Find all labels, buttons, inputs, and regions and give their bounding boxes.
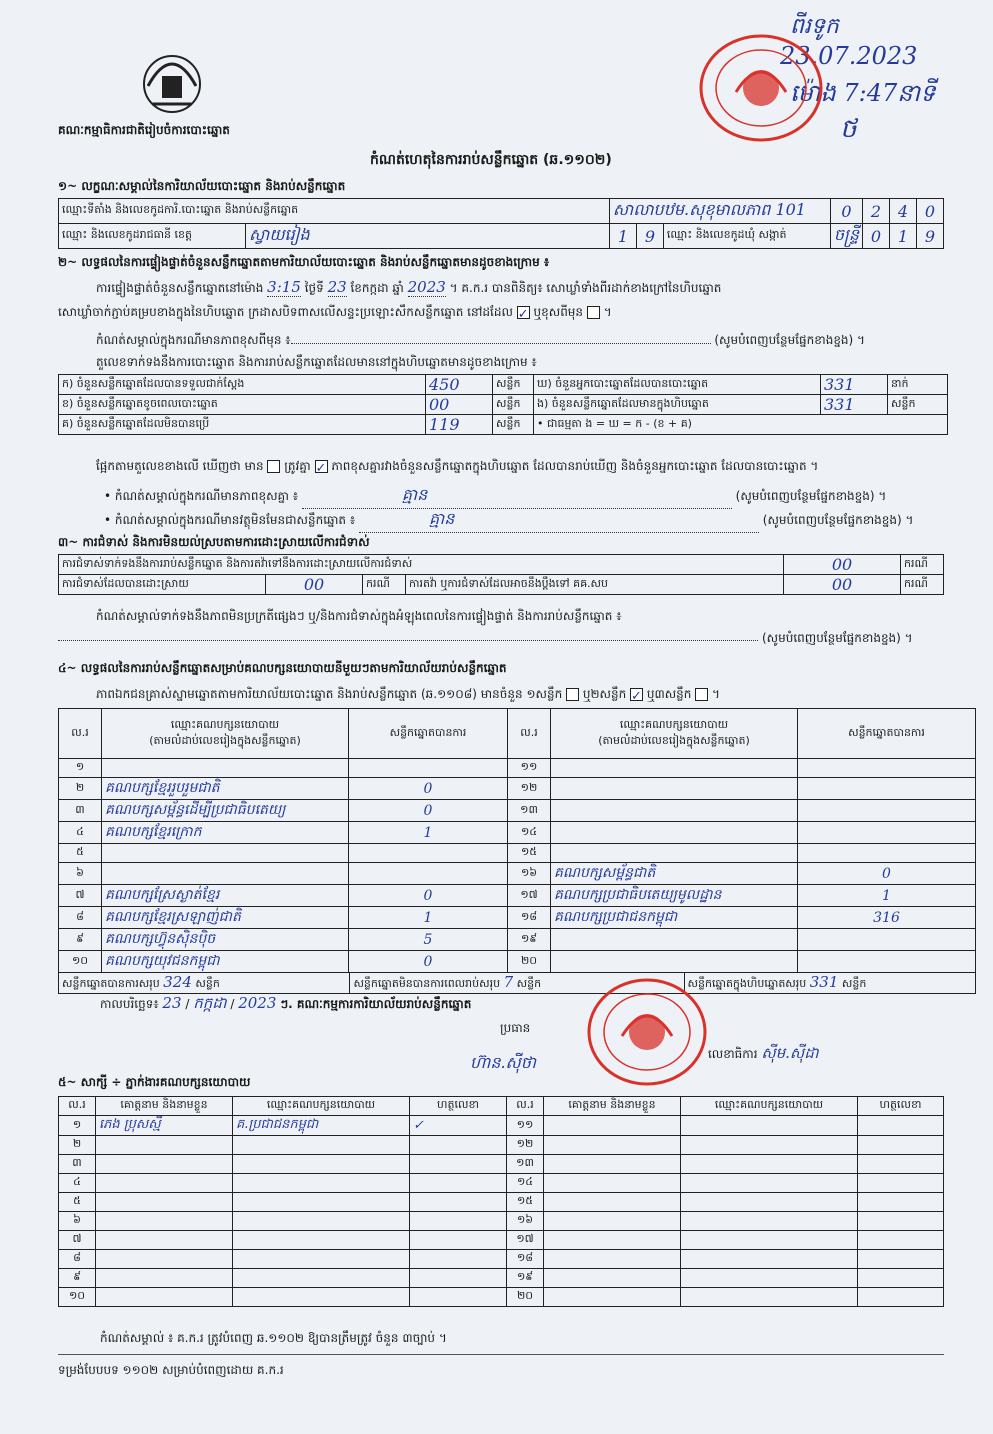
table-row [59,759,976,778]
witness-name [96,1174,233,1193]
ballot-row: ក) ចំនួនសន្លឹកឆ្នោតដែលបានទទួលជាក់ស្តែង 450 សន្លឹក ឃ) ចំនួនអ្នកបោះឆ្នោតដែលបានបោះឆ្នោត 331 នាក់ [59,375,948,395]
witness-name [544,1136,681,1155]
witness-party [681,1155,858,1174]
witness-name [96,1231,233,1250]
witness-party [233,1174,410,1193]
party-name: គណបក្សហ៊្វុនស៊ិនប៉ិច [102,929,349,951]
witness-signature [858,1136,944,1155]
witness-name: ភេង ប្រុសស្មី [96,1116,233,1136]
province-code-digit: 1 [609,224,636,249]
witness-party [233,1231,410,1250]
witness-signature [410,1250,507,1269]
witness-number: ៧ [59,1231,96,1250]
witness-party [233,1136,410,1155]
nec-emblem-logo [132,46,212,116]
province-value: ស្វាយរៀង [246,224,610,249]
witness-party [233,1288,410,1307]
witness-signature [410,1193,507,1212]
chair-label: ប្រធាន [500,1021,531,1035]
party-name: គណបក្សខ្មែរក្រោក [102,822,349,844]
table-row [59,929,976,951]
section5-heading: ៥~ សាក្សី ÷ ភ្នាក់ងារគណបក្សនយោបាយ [58,1075,251,1089]
witness-signature [410,1288,507,1307]
witness-number: ១៧ [507,1231,544,1250]
party-votes [798,800,976,822]
party-name [102,863,349,885]
party-number: ១ [59,759,102,778]
witness-party [233,1212,410,1231]
table-row [59,1250,944,1269]
table-row [59,1136,944,1155]
table-row [59,1155,944,1174]
witness-signature [858,1174,944,1193]
party-votes: 0 [349,885,508,907]
witness-party [681,1231,858,1250]
party-number: ៥ [59,844,102,863]
witness-name [544,1269,681,1288]
box-ballots: 331 [821,395,888,415]
witness-number: ៤ [59,1174,96,1193]
mismatch-checkbox[interactable]: ✓ [315,461,327,476]
table-row [59,863,976,885]
party-name: គណបក្សសម្ព័ន្ធជាតិ [551,863,798,885]
party-number: ៨ [59,907,102,929]
party-name: គណបក្សប្រជាធិបតេយ្យមូលដ្ឋាន [551,885,798,907]
witness-number: ២០ [507,1288,544,1307]
witness-name [544,1193,681,1212]
box-total: សន្លឹកឆ្នោតក្នុងហិបឆ្នោតសរុប 331 សន្លឹក [687,973,867,991]
official-seal-stamp-top [696,32,826,144]
party-name: គណបក្សសម្ព័ន្ធដើម្បីប្រជាធិបតេយ្យ [102,800,349,822]
received-ballots: 450 [426,375,493,395]
change-note-line: កំណត់សម្គាល់ក្នុងករណីមានភាពខុសពីមុន ៖ (សូមបំពេញបន្ថែមផ្នែកខាងខ្នង) ។ [96,333,865,347]
table-row [59,778,976,800]
ballot-figures-table [58,374,948,435]
witness-signature [858,1212,944,1231]
witness-signature [858,1116,944,1136]
party-number: ១៨ [508,907,551,929]
party-votes: 316 [798,907,976,929]
fill-back-note: (សូមបំពេញបន្ថែមផ្នែកខាងខ្នង) ។ [762,631,913,645]
section1-table [58,198,944,249]
party-number: ១៤ [508,822,551,844]
witness-signature [410,1155,507,1174]
table-row [59,907,976,929]
witness-name [96,1288,233,1307]
witness-number: ៥ [59,1193,96,1212]
verification-line-2: សោឃ្លាំចាក់ភ្ជាប់គម្របខាងក្នុងនៃហិបឆ្នោត ក្រដាសបិទពាសលើសន្ទះប្រឡោះសឹកសន្លឹកឆ្នោត នៅដដែល ✓ ឬខុសពីមុន ។ [58,305,612,322]
complaints-count: 00 [784,555,901,575]
location-value: សាលាបឋម.សុខុមាលភាព 101 [609,199,830,224]
party-votes: 0 [349,951,508,973]
party-votes [798,844,976,863]
section1-heading: ១~ លក្ខណៈសម្គាល់នៃការិយាល័យបោះឆ្នោត និងរាប់សន្លឹកឆ្នោត [58,179,346,193]
party-number: ១០ [59,951,102,973]
tally-sheet-line: ភាពឯកជនគ្រាស់ស្នាមឆ្នោតតាមការិយាល័យបោះឆ្នោត និងរាប់សន្លឹកឆ្នោត (ឆ.១១០៨) មានចំនួន ១សន្លឹក ឬ២សន្លឹក ✓ ឬ៣សន្លឹក ។ [96,687,720,704]
section2-heading: ២~ លទ្ធផលនៃការផ្ទៀងផ្ទាត់ចំនួនសន្លឹកឆ្នោតតាមការិយាល័យបោះឆ្នោត និងរាប់សន្លឹកឆ្នោតមានដូចខាងក្រោម ៖ [58,255,550,269]
org-name: គណៈកម្មាធិការជាតិរៀបចំការបោះឆ្នោត [58,123,230,137]
table-row [59,1231,944,1250]
party-votes: 0 [349,800,508,822]
witness-name [96,1136,233,1155]
party-votes: 1 [798,885,976,907]
commune-code-digit: 9 [917,224,944,249]
table-row [59,800,976,822]
witness-name [96,1155,233,1174]
party-votes [349,844,508,863]
official-seal-stamp-bottom [584,976,710,1088]
witness-number: ៨ [59,1250,96,1269]
party-number: ១៦ [508,863,551,885]
party-number: ១៩ [508,929,551,951]
party-name [102,759,349,778]
copies-note: កំណត់សម្គាល់ ៖ គ.ក.រ ត្រូវបំពេញ ឆ.១១០២ ឱ្យបានត្រឹមត្រូវ ចំនួន ៣ច្បាប់ ។ [100,1331,447,1345]
witness-party [681,1269,858,1288]
party-name [551,844,798,863]
witness-signature [410,1212,507,1231]
party-number: ១៧ [508,885,551,907]
party-number: ១១ [508,759,551,778]
table-row [59,1212,944,1231]
witness-table: ល.រ គោត្តនាម និងនាមខ្លួន ឈ្មោះគណបក្សនយោបាយ ហត្ថលេខា ល.រ គោត្តនាម និងនាមខ្លួន ឈ្មោះគណបក្សនយោបាយ ហត្ថលេខា ១ ភេង ប្រុសស្មី គ.ប្រជាជនកម្ពុជា ✓ ១១ ២ ១២ ៣ ១៣ ៤ ១៤ ៥ ១៥ ៦ ១៦ ៧ ១៧ ៨ ១៨ ៩ ១៩ ១០ ២០ [58,1096,944,1307]
witness-signature [410,1136,507,1155]
witness-name [96,1212,233,1231]
witness-party [681,1212,858,1231]
witness-party [233,1250,410,1269]
witness-number: ១៦ [507,1212,544,1231]
witness-name [544,1174,681,1193]
unused-ballots: 119 [426,415,493,435]
signing-date: កាលបរិច្ឆេទ៖ 23 / កក្កដា / 2023 ៗ. គណៈកម្មការការិយាល័យរាប់សន្លឹកឆ្នោត [100,994,472,1012]
unchanged-checkbox[interactable]: ✓ [517,307,529,322]
witness-signature [858,1250,944,1269]
table-row [59,951,976,973]
witness-name [544,1288,681,1307]
witness-name [544,1116,681,1136]
location-label: ឈ្មោះទីតាំង និងលេខកូដការិ.បោះឆ្នោត និងរាប់សន្លឹកឆ្នោត [59,199,610,224]
changed-checkbox[interactable] [587,306,600,319]
table-row [59,822,976,844]
witness-number: ៣ [59,1155,96,1174]
witness-number: ៦ [59,1212,96,1231]
party-name [551,778,798,800]
commune-value: ចន្ទ្រី [830,224,862,249]
party-number: ១២ [508,778,551,800]
party-votes [349,863,508,885]
witness-name [544,1231,681,1250]
party-votes [798,951,976,973]
witness-name [96,1269,233,1288]
witness-party [233,1155,410,1174]
consistency-line: ផ្អែកតាមតួលេខខាងលើ ឃើញថា មាន ត្រូវគ្នា ✓ ភាពខុសគ្នារវាងចំនួនសន្លឹកឆ្នោតក្នុងហិបឆ្នោត ដែលបានរាប់ឃើញ និងចំនួនអ្នកបោះឆ្នោត ដែលបានបោះឆ្នោត ។ [96,459,819,476]
code-digit: 0 [917,199,944,224]
witness-number: ១៥ [507,1193,544,1212]
irregularity-note: កំណត់សម្គាល់ទាក់ទងនឹងភាពមិនប្រក្រតីផ្សេងៗ ឬ/និងការជំទាស់ក្នុងអំឡុងពេលនៃការផ្ទៀងផ្ទាត់ និងការរាប់សន្លឹកឆ្នោត ៖ [96,609,622,623]
secretary-label: លេខាធិការ ស៊ីម.ស៊ីដា [708,1044,819,1062]
party-votes: 1 [349,822,508,844]
witness-name [96,1250,233,1269]
witness-number: ១១ [507,1116,544,1136]
witness-signature [858,1269,944,1288]
witness-name [544,1212,681,1231]
witness-party [233,1193,410,1212]
verification-line-1: ការផ្ទៀងផ្ទាត់ចំនួនសន្លឹកឆ្នោតនៅម៉ោង 3:15 ថ្ងៃទី 23 ខែកក្កដា ឆ្នាំ 2023 ។ គ.ក.រ បានពិនិត្យ៖ សោឃ្លាំទាំងពីរដាក់ខាងក្រៅនៃហិបឆ្នោត [96,278,722,296]
witness-signature: ✓ [410,1116,507,1136]
witness-number: ១០ [59,1288,96,1307]
discrepancy-note: • កំណត់សម្គាល់ក្នុងករណីមានភាពខុសគ្នា ៖ គ្មាន (សូមបំពេញបន្ថែមផ្នែកខាងខ្នង) ។ [104,484,886,509]
match-checkbox[interactable] [267,460,280,473]
witness-number: ១២ [507,1136,544,1155]
two-sheet-checkbox[interactable]: ✓ [631,689,642,704]
party-votes [798,759,976,778]
table-row [59,1116,944,1136]
party-name: គណបក្សខ្មែរស្រឡាញ់ជាតិ [102,907,349,929]
table-row [59,1193,944,1212]
commune-label: ឈ្មោះ និងលេខកូដឃុំ សង្កាត់ [663,224,830,249]
witness-number: ១៩ [507,1269,544,1288]
witness-signature [858,1231,944,1250]
party-number: ១៥ [508,844,551,863]
irregularity-note-line [58,628,758,641]
witness-number: ១ [59,1116,96,1136]
party-name: គណបក្សស្រែស្ងាត់ខ្មែរ [102,885,349,907]
witness-signature [858,1288,944,1307]
commune-code-digit: 0 [863,224,890,249]
province-code-digit: 9 [636,224,663,249]
table-row [59,844,976,863]
party-name [551,800,798,822]
witness-number: ៩ [59,1269,96,1288]
complaints-table: ការជំទាស់ទាក់ទងនឹងការរាប់សន្លឹកឆ្នោត និងការតវ៉ាទៅនឹងការដោះស្រាយលើការជំទាស់ 00 ករណី ការជំទាស់ដែលបានដោះស្រាយ 00 ករណី ការតវ៉ា ឬការជំទាស់ដែលអាចនឹងប្តឹងទៅ គឝ.សប 00 ករណី [58,554,944,595]
witness-party [681,1193,858,1212]
party-votes: 0 [349,778,508,800]
party-name: គណបក្សយុវជនកម្ពុជា [102,951,349,973]
three-sheet-checkbox[interactable] [695,688,708,701]
witness-party [681,1136,858,1155]
party-name [551,822,798,844]
valid-total: សន្លឹកឆ្នោតបានការសរុប 324 សន្លឹក [59,973,350,993]
handwritten-date: 23.07.2023 [780,42,918,70]
witness-party [681,1288,858,1307]
witness-signature [858,1155,944,1174]
witness-number: ១៤ [507,1174,544,1193]
party-name: គណបក្សប្រជាជនកម្ពុជា [551,907,798,929]
witness-number: ២ [59,1136,96,1155]
figures-intro: តួលេខទាក់ទងនឹងការបោះឆ្នោត និងការរាប់សន្លឹកឆ្នោតដែលមាននៅក្នុងហិបឆ្នោតមានដូចខាងក្រោម ៖ [96,355,537,369]
party-name [551,929,798,951]
province-label: ឈ្មោះ និងលេខកូដរាជធានី ខេត្ត [59,224,246,249]
witness-party [681,1250,858,1269]
witness-signature [410,1174,507,1193]
handwritten-initial: ថ [840,114,857,144]
voters-count: 331 [821,375,888,395]
party-name [102,844,349,863]
table-row [59,1269,944,1288]
chair-signature: ហ៊ាន.ស៊ីថា [470,1053,537,1072]
results-table: ល.រ ឈ្មោះគណបក្សនយោបាយ (តាមលំដាប់លេខរៀងក្នុងសន្លឹកឆ្នោត) សន្លឹកឆ្នោតបានការ ល.រ ឈ្មោះគណបក្សនយោបាយ (តាមលំដាប់លេខរៀងក្នុងសន្លឹកឆ្នោត) សន្លឹកឆ្នោតបានការ ១ ១១ ២ គណបក្សខ្មែររួបរួមជាតិ 0 ១២ ៣ គណបក្សសម្ព័ន្ធដើម្បីប្រជាធិបតេយ្យ 0 ១៣ ៤ គណបក្សខ្មែរក្រោក 1 ១៤ ៥ ១៥ ៦ ១៦ គណបក្សសម្ព័ន្ធជាតិ 0 ៧ គណបក្សស្រែស្ងាត់ខ្មែរ 0 ១៧ គណបក្សប្រជាធិបតេយ្យមូលដ្ឋាន 1 ៨ គណបក្សខ្មែរស្រឡាញ់ជាតិ 1 ១៨ គណបក្សប្រជាជនកម្ពុជា 316 ៩ គណបក្សហ៊្វុនស៊ិនប៉ិច 5 ១៩ ១០ គណបក្សយុវជនកម្ពុជា 0 ២០ សន្លឹកឆ្នោតបានការសរុប 324 សន្លឹក សន្លឹកឆ្នោតមិនបានការពេលរាប់សរុប 7 សន្លឹក សន្លឹកឆ្នោតក្នុងហិបឆ្នោតសរុប 331 សន្លឹក [58,708,976,994]
witness-party: គ.ប្រជាជនកម្ពុជា [233,1116,410,1136]
party-number: ២០ [508,951,551,973]
document-title: កំណត់ហេតុនៃការរាប់សន្លឹកឆ្នោត (ឆ.១១០២) [370,152,612,168]
section3-heading: ៣~ ការជំទាស់ និងការមិនយល់ស្របតាមការដោះស្រាយលើការជំទាស់ [58,535,370,549]
code-digit: 4 [890,199,917,224]
party-number: ៤ [59,822,102,844]
form-footer: ទម្រង់បែបបទ ១១០២ សម្រាប់បំពេញដោយ គ.ក.រ [58,1363,284,1377]
witness-party [233,1269,410,1288]
party-number: ៦ [59,863,102,885]
ballot-row: គ) ចំនួនសន្លឹកឆ្នោតដែលមិនបានប្រើ 119 សន្លឹក • ជាធម្មតា ង = ឃ = ក - (ខ + គ) [59,415,948,435]
code-digit: 2 [863,199,890,224]
witness-party [681,1174,858,1193]
party-votes [798,778,976,800]
witness-signature [410,1231,507,1250]
handwritten-note-1: ពីរទូក [790,14,839,39]
table-row [59,1174,944,1193]
spoiled-ballots: 00 [426,395,493,415]
party-name: គណបក្សខ្មែររួបរួមជាតិ [102,778,349,800]
witness-party [681,1116,858,1136]
witness-name [544,1155,681,1174]
party-number: ២ [59,778,102,800]
witness-signature [858,1193,944,1212]
party-name [551,951,798,973]
commune-code-digit: 1 [890,224,917,249]
party-votes [349,759,508,778]
party-votes: 0 [798,863,976,885]
witness-name [544,1250,681,1269]
witness-signature [410,1269,507,1288]
handwritten-time: ម៉ោង 7:47នាទី [790,79,936,107]
party-number: ៣ [59,800,102,822]
party-votes: 5 [349,929,508,951]
witness-number: ១៨ [507,1250,544,1269]
appeals-count: 00 [784,575,901,595]
invalid-total: សន្លឹកឆ្នោតមិនបានការពេលរាប់សរុប 7 សន្លឹក [350,973,684,993]
table-row [59,1288,944,1307]
party-votes: 1 [349,907,508,929]
party-votes [798,929,976,951]
section4-heading: ៤~ លទ្ធផលនៃការរាប់សន្លឹកឆ្នោតសម្រាប់គណបក្សនយោបាយនីមួយៗតាមការិយាល័យរាប់សន្លឹកឆ្នោត [58,661,507,675]
foreign-object-note: • កំណត់សម្គាល់ក្នុងករណីមានវត្ថុមិនមែនជាសន្លឹកឆ្នោត ៖ គ្មាន (សូមបំពេញបន្ថែមផ្នែកខាងខ្នង) ។ [104,508,913,533]
one-sheet-checkbox[interactable] [566,688,579,701]
party-number: ៩ [59,929,102,951]
party-name [551,759,798,778]
code-digit: 0 [830,199,862,224]
party-votes [798,822,976,844]
witness-name [96,1193,233,1212]
table-row [59,885,976,907]
witness-number: ១៣ [507,1155,544,1174]
party-number: ១៣ [508,800,551,822]
resolved-count: 00 [266,575,363,595]
ballot-row: ខ) ចំនួនសន្លឹកឆ្នោតខូចពេលបោះឆ្នោត 00 សន្លឹក ង) ចំនួនសន្លឹកឆ្នោតដែលមានក្នុងហិបឆ្នោត 331 សន្លឹក [59,395,948,415]
party-number: ៧ [59,885,102,907]
